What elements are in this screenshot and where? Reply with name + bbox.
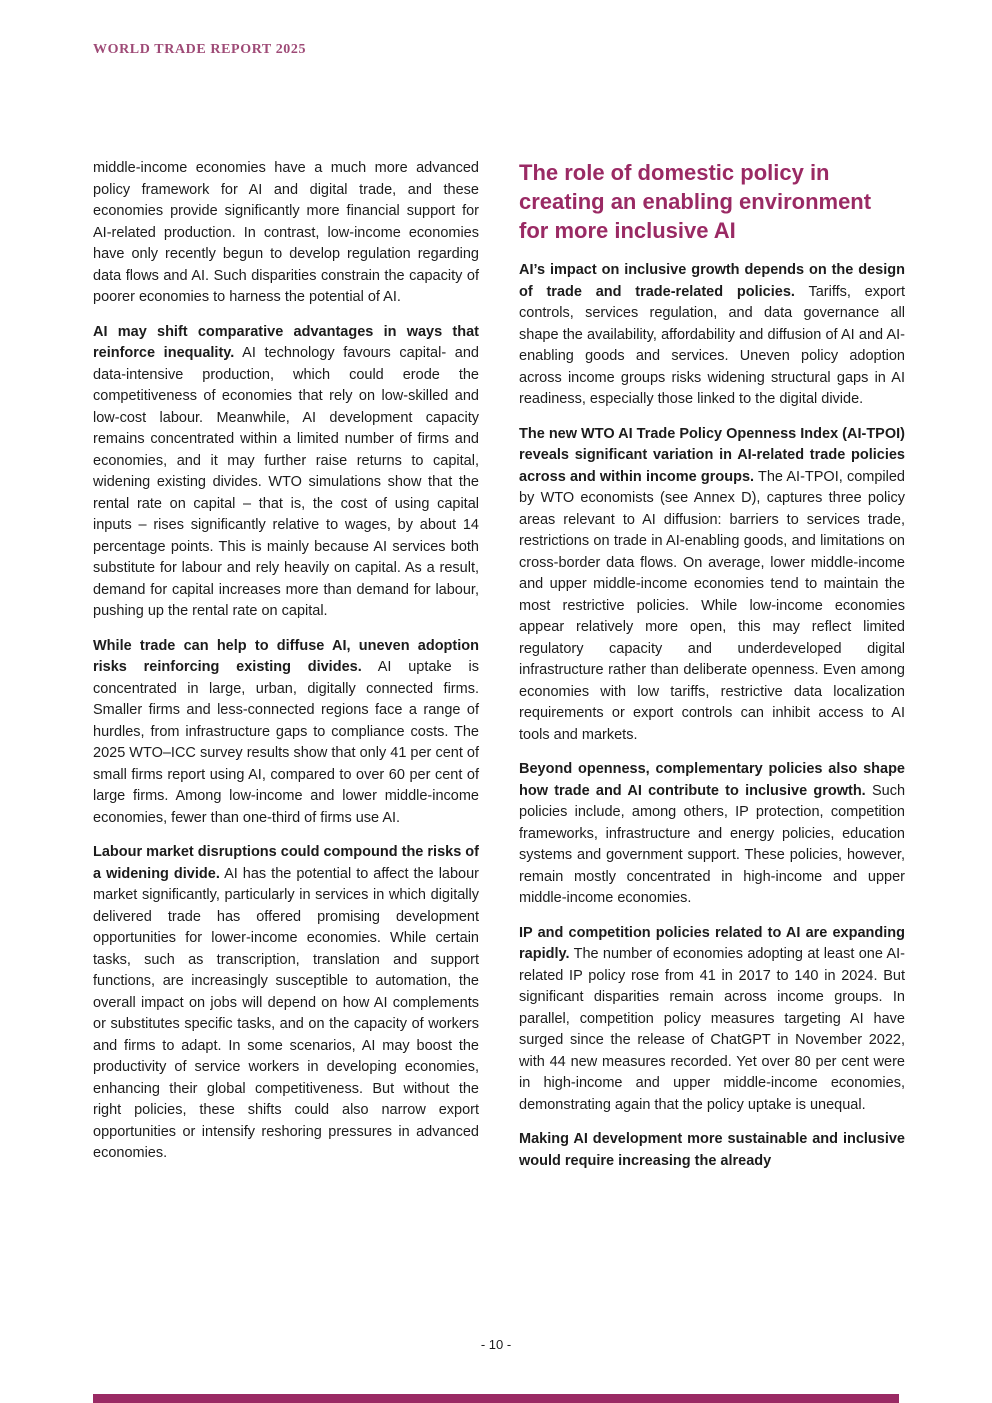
paragraph-text: The number of economies adopting at least one AI-related IP policy rose from 41 in 2017 to 140 in 2024. But significant disparities remain across income groups. In parallel, competition policy measures targeting AI have surged since the release of ChatGPT in November 2022, with 44 new measures recorded. Yet over 80 per cent were in high-income and upper middle-income economies, demonstrating again that the policy uptake is unequal. <box>519 946 905 1113</box>
paragraph <box>93 158 479 309</box>
paragraph-lead: Making AI development more sustainable and inclusive would require increasing the already <box>519 1131 905 1169</box>
paragraph-lead: Beyond openness, complementary policies also shape how trade and AI contribute to inclusive growth. <box>519 761 905 799</box>
paragraph-lead: While trade can help to diffuse AI, uneven adoption risks reinforcing existing divides. <box>93 637 479 675</box>
page-number: - 10 - <box>480 1337 512 1352</box>
paragraph <box>93 322 479 623</box>
paragraph <box>519 759 905 910</box>
paragraph-text: Such policies include, among others, IP protection, competition frameworks, infrastructure and energy policies, education systems and government support. These policies, however, remain mostly concentrated in high-income and upper middle-income economies. <box>519 782 906 906</box>
paragraph-lead: Labour market disruptions could compound the risks of a widening divide. <box>93 844 479 882</box>
paragraph-text: AI has the potential to affect the labour market significantly, particularly in services in which digitally delivered trade has offered promising development opportunities for lower-income economies. While certain tasks, such as transcription, translation and support functions, are increasingly susceptible to automation, the overall impact on jobs will depend on how AI complements or substitutes specific tasks, and on the capacity of workers and firms to adapt. In some scenarios, AI may boost the productivity of service workers in developing economies, enhancing their global competitiveness. But without the right policies, these shifts could also narrow export opportunities or intensify reshoring pressures in advanced economies. <box>93 865 479 1161</box>
paragraph-text: AI technology favours capital- and data-intensive production, which could erode the competitiveness of economies that rely on low-skilled and low-cost labour. Meanwhile, AI development capacity remains concentrated within a limited number of firms and economies, and it may further raise returns to capital, widening existing divides. WTO simulations show that the rental rate on capital – that is, the cost of using capital inputs – rises significantly relative to wages, by about 14 percentage points. This is mainly because AI services both substitute for labour and rely heavily on capital. As a result, demand for capital increases more than demand for labour, pushing up the rental rate on capital. <box>93 345 479 619</box>
paragraph <box>519 1129 905 1172</box>
paragraph <box>93 636 479 830</box>
paragraph-text: AI uptake is concentrated in large, urban, digitally connected firms. Smaller firms and less-connected regions face a range of hurdles, from infrastructure gaps to compliance costs. The 2025 WTO–ICC survey results show that only 41 per cent of small firms report using AI, compared to over 60 per cent of large firms. Among low-income and lower middle-income economies, fewer than one-third of firms use AI. <box>93 659 479 826</box>
paragraph-text: The AI-TPOI, compiled by WTO economists (see Annex D), captures three policy areas relevant to AI diffusion: barriers to services trade, restrictions on trade in AI-enabling goods, and limitations on cross-border data flows. On average, lower middle-income and upper middle-income economies tend to maintain the most restrictive policies. While low-income economies appear relatively more open, this may reflect limited regulatory capacity and underdeveloped digital infrastructure rather than deliberate openness. Even among economies with low tariffs, restrictive data localization requirements or export controls can inhibit access to AI tools and markets. <box>519 468 905 743</box>
right-column <box>519 158 905 1185</box>
paragraph <box>519 424 905 747</box>
paragraph <box>519 260 905 411</box>
paragraph <box>93 842 479 1165</box>
paragraph-lead: AI may shift comparative advantages in ways that reinforce inequality. <box>93 323 479 361</box>
section-heading: The role of domestic policy in creating an enabling environment for more inclusive AI <box>519 160 872 243</box>
two-column-layout <box>93 158 905 1185</box>
paragraph-lead: The new WTO AI Trade Policy Openness Index (AI-TPOI) reveals significant variation in AI-related trade policies across and within income groups. <box>519 425 905 485</box>
report-title: WORLD TRADE REPORT 2025 <box>93 42 307 57</box>
left-column <box>93 158 479 1185</box>
paragraph-lead: IP and competition policies related to AI are expanding rapidly. <box>519 924 905 962</box>
paragraph-text: Tariffs, export controls, services regulation, and data governance all shape the availability, affordability and diffusion of AI and AI-enabling goods and services. Uneven policy adoption across income groups risks widening structural gaps in AI readiness, especially those linked to the digital divide. <box>519 283 905 407</box>
paragraph <box>519 923 905 1117</box>
paragraph-text: middle-income economies have a much more advanced policy framework for AI and digital trade, and these economies provide significantly more financial support for AI-related production. In contrast, low-income economies have only recently begun to develop regulation regarding data flows and AI. Such disparities constrain the capacity of poorer economies to harness the potential of AI. <box>93 160 479 305</box>
footer-rule <box>93 1394 899 1403</box>
paragraph-lead: AI’s impact on inclusive growth depends on the design of trade and trade-related policies. <box>519 262 905 300</box>
